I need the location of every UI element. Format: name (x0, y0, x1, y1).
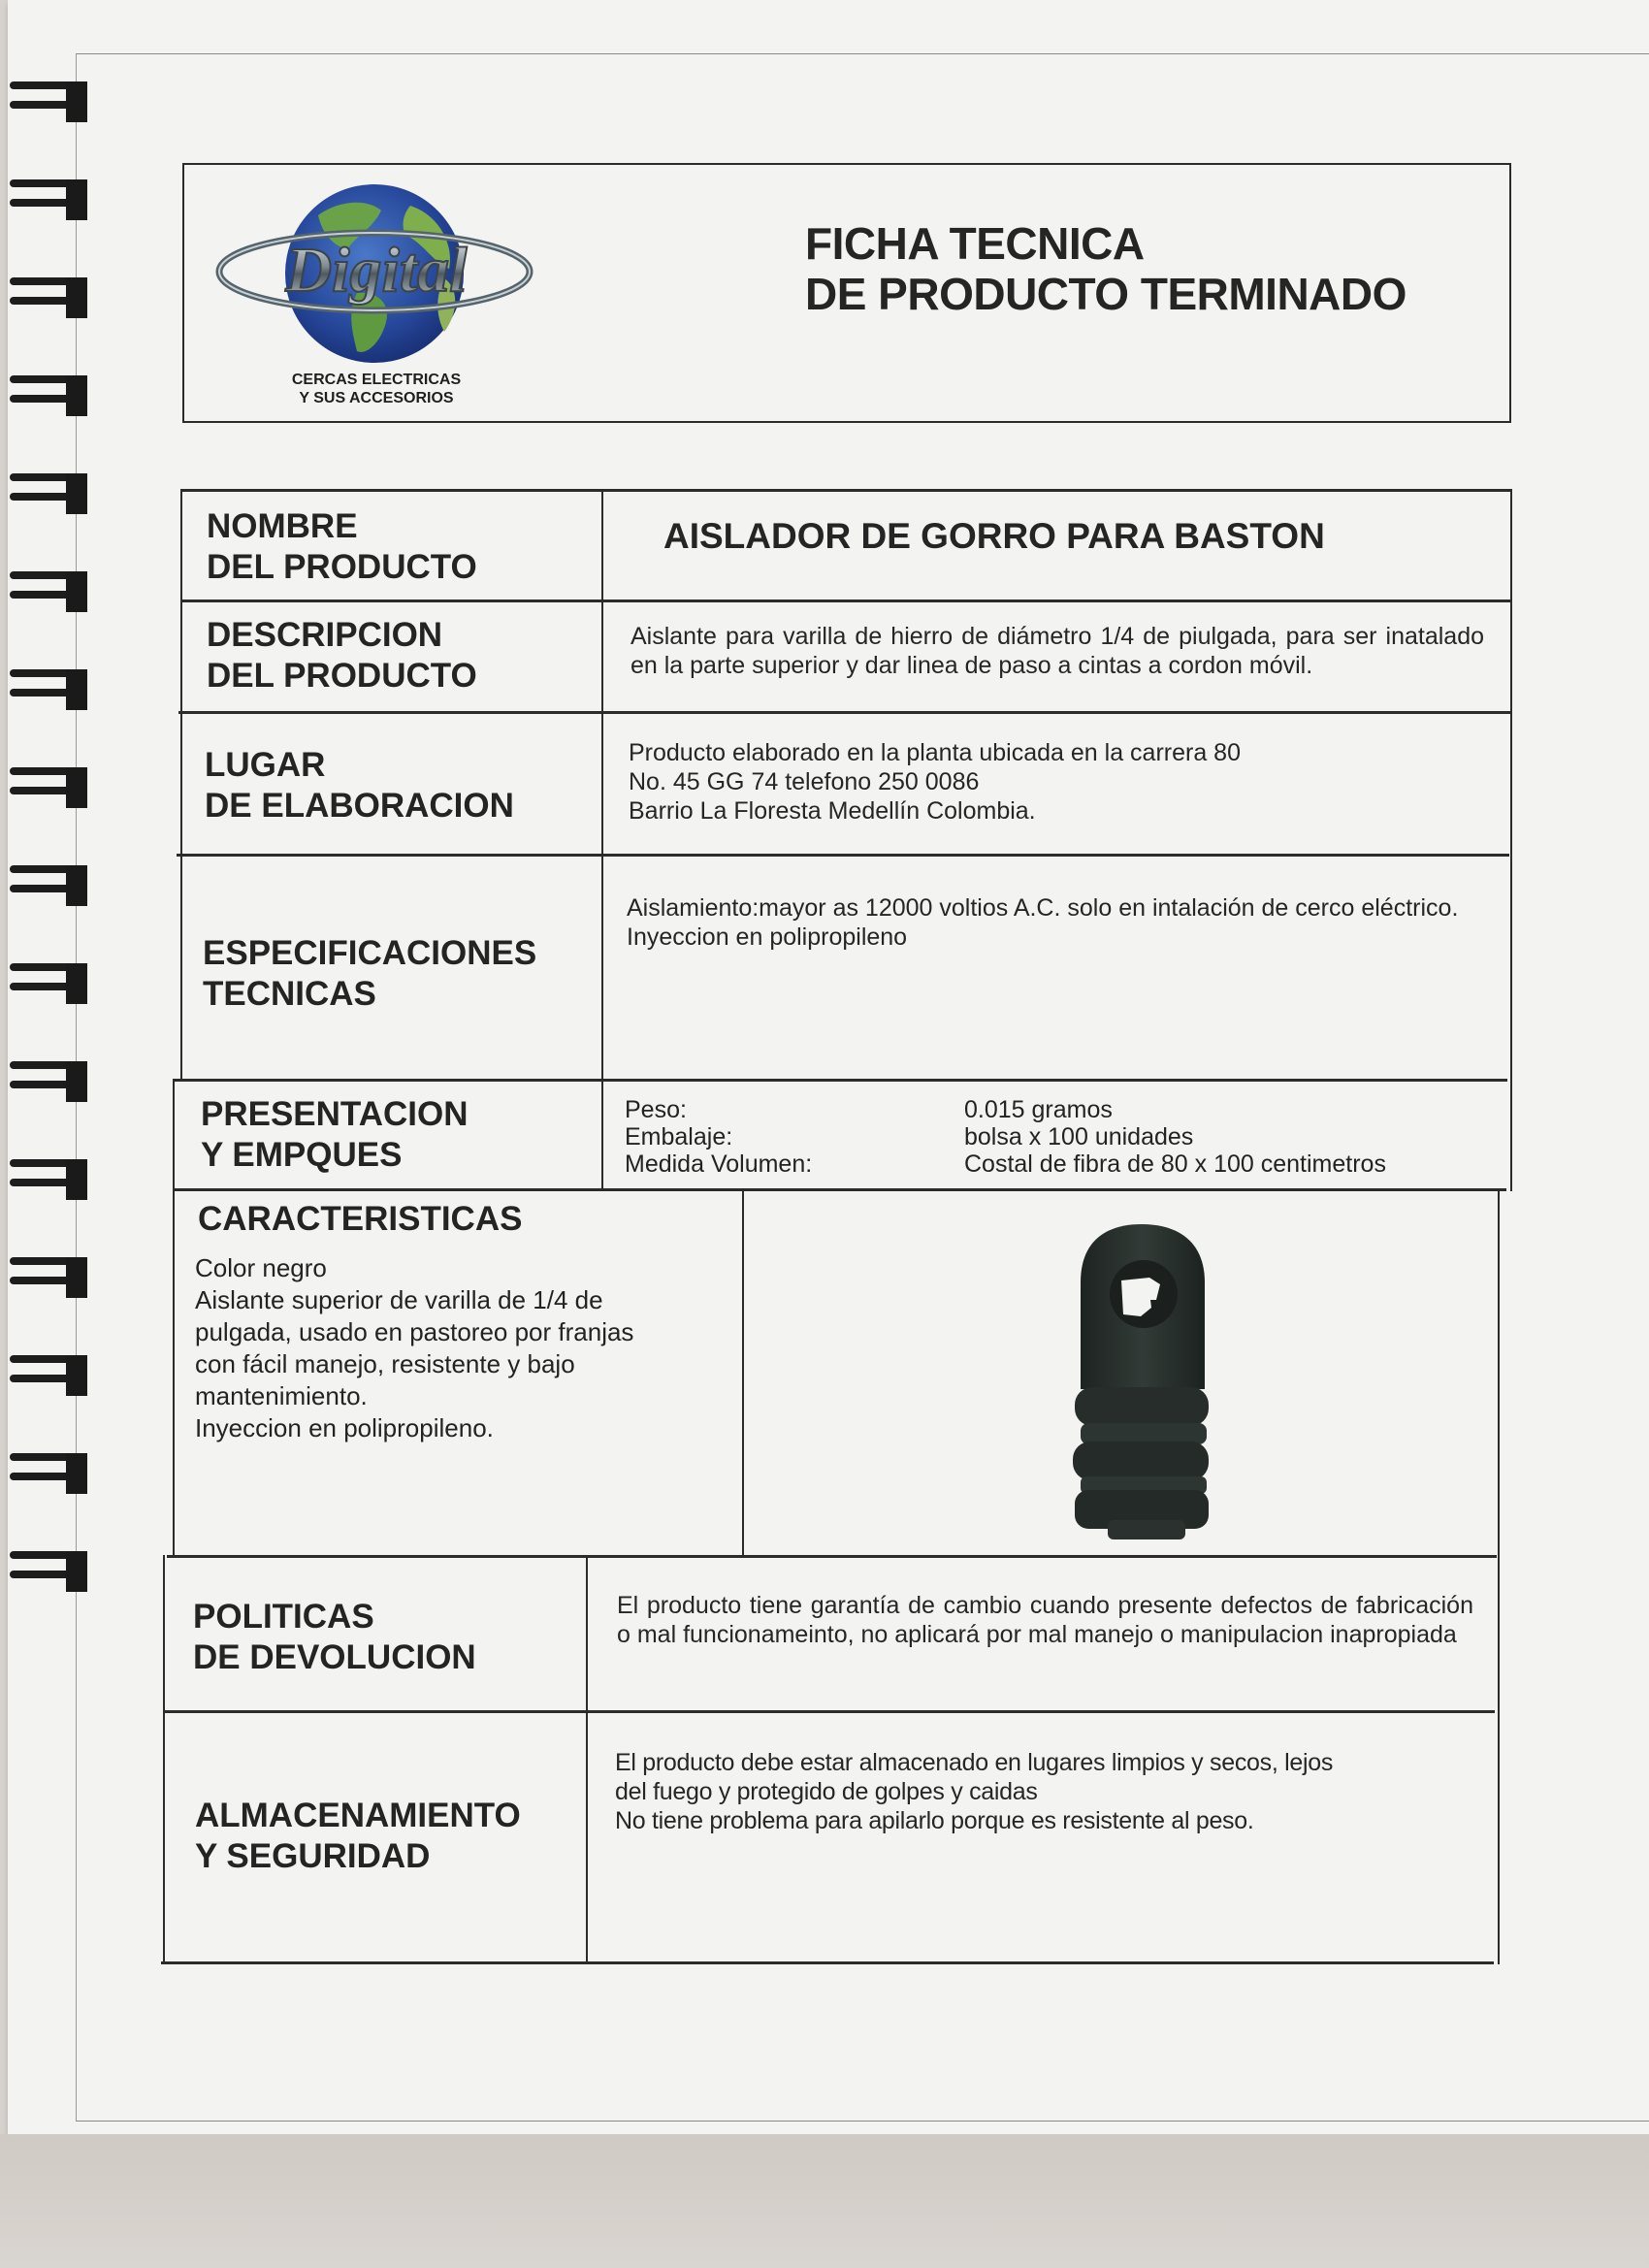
spiral-coil-icon (10, 665, 87, 714)
label-lugar-elaboracion (205, 745, 514, 826)
characteristic-line: Inyeccion en polipropileno. (195, 1413, 494, 1442)
label-line: DESCRIPCION (207, 616, 443, 654)
label-line: LUGAR (205, 746, 326, 784)
spiral-coil-icon (10, 274, 87, 322)
logo-tagline-line1: CERCAS ELECTRICAS (291, 372, 462, 388)
packaging-key-peso: Peso: (625, 1096, 687, 1123)
characteristic-line: con fácil manejo, resistente y bajo (195, 1349, 575, 1378)
product-name: AISLADOR DE GORRO PARA BASTON (663, 516, 1325, 556)
document-title-line1: FICHA TECNICA (805, 218, 1145, 269)
packaging-value-embalaje: bolsa x 100 unidades (964, 1123, 1194, 1150)
technical-specifications (627, 893, 1490, 952)
label-politicas-devolucion (193, 1597, 476, 1678)
logo-tagline-line2: Y SUS ACCESORIOS (299, 390, 454, 406)
packaging-value-volumen: Costal de fibra de 80 x 100 centimetros (964, 1150, 1386, 1178)
spiral-coil-icon (10, 1449, 87, 1498)
spiral-coil-icon (10, 763, 87, 812)
label-line: DEL PRODUCTO (207, 548, 477, 586)
label-especificaciones-tecnicas (203, 933, 536, 1015)
scanner-background (0, 2134, 1649, 2268)
label-descripcion-producto (207, 615, 477, 697)
spiral-coil-icon (10, 567, 87, 616)
globe-logo-icon (211, 177, 541, 371)
spiral-coil-icon (10, 1155, 87, 1204)
storage-line: del fuego y protegido de golpes y caidas (615, 1778, 1038, 1805)
spec-line: Aislamiento:mayor as 12000 voltios A.C. solo en intalación de cerco eléctrico. (627, 894, 1459, 922)
label-line: ESPECIFICACIONES (203, 934, 537, 972)
characteristic-line: pulgada, usado en pastoreo por franjas (195, 1317, 634, 1346)
product-description: Aislante para varilla de hierro de diámetro 1/4 de piulgada, para ser inatalado en la parte superior y dar linea de paso a cintas a cordon móvil. (630, 623, 1484, 679)
characteristic-line: Color negro (195, 1253, 327, 1282)
product-photo (1059, 1224, 1224, 1542)
logo-wordmark: Digital (285, 235, 468, 306)
manufacturing-location (629, 738, 1241, 826)
spiral-coil-icon (10, 176, 87, 224)
spiral-coil-icon (10, 470, 87, 518)
spiral-coil-icon (10, 78, 87, 126)
spiral-coil-icon (10, 1351, 87, 1400)
packaging-key-embalaje: Embalaje: (625, 1123, 733, 1150)
label-presentacion-empaques (201, 1094, 469, 1176)
label-line: DE DEVOLUCION (193, 1638, 476, 1676)
packaging-details (625, 1096, 1498, 1178)
spiral-coil-icon (10, 1253, 87, 1302)
header-box (182, 163, 1511, 423)
label-line: Y SEGURIDAD (195, 1837, 431, 1875)
label-line: PRESENTACION (201, 1095, 469, 1133)
label-nombre-producto (207, 506, 477, 588)
label-line: TECNICAS (203, 975, 376, 1013)
label-line: Y EMPQUES (201, 1136, 403, 1174)
spiral-coil-icon (10, 861, 87, 910)
label-line: NOMBRE (207, 507, 358, 545)
characteristic-line: mantenimiento. (195, 1381, 368, 1410)
spiral-coil-icon (10, 372, 87, 420)
return-policy: El producto tiene garantía de cambio cuando presente defectos de fabricación o mal funcionameinto, no aplicará por mal manejo o manipulacion inapropiada (617, 1592, 1473, 1648)
document-title (805, 218, 1406, 319)
packaging-value-peso: 0.015 gramos (964, 1096, 1113, 1123)
location-line: Barrio La Floresta Medellín Colombia. (629, 797, 1036, 825)
label-line: DE ELABORACION (205, 787, 514, 825)
storage-line: El producto debe estar almacenado en lugares limpios y secos, lejos (615, 1749, 1334, 1776)
logo-tagline (211, 371, 541, 407)
product-characteristics (195, 1252, 633, 1444)
label-caracteristicas: CARACTERISTICAS (198, 1200, 523, 1238)
characteristic-line: Aislante superior de varilla de 1/4 de (195, 1285, 603, 1314)
spiral-coil-icon (10, 959, 87, 1008)
spiral-binding (0, 0, 92, 2134)
location-line: No. 45 GG 74 telefono 250 0086 (629, 768, 980, 795)
label-line: POLITICAS (193, 1598, 374, 1636)
label-almacenamiento-seguridad (195, 1796, 521, 1877)
storage-line: No tiene problema para apilarlo porque es resistente al peso. (615, 1807, 1254, 1834)
spec-line: Inyeccion en polipropileno (627, 923, 908, 951)
document-title-line2: DE PRODUCTO TERMINADO (805, 269, 1406, 319)
spiral-coil-icon (10, 1547, 87, 1596)
spiral-coil-icon (10, 1057, 87, 1106)
storage-safety (615, 1748, 1488, 1835)
location-line: Producto elaborado en la planta ubicada en la carrera 80 (629, 739, 1241, 766)
company-logo (211, 177, 541, 409)
packaging-key-volumen: Medida Volumen: (625, 1150, 813, 1178)
label-line: DEL PRODUCTO (207, 657, 477, 695)
label-line: ALMACENAMIENTO (195, 1797, 521, 1834)
